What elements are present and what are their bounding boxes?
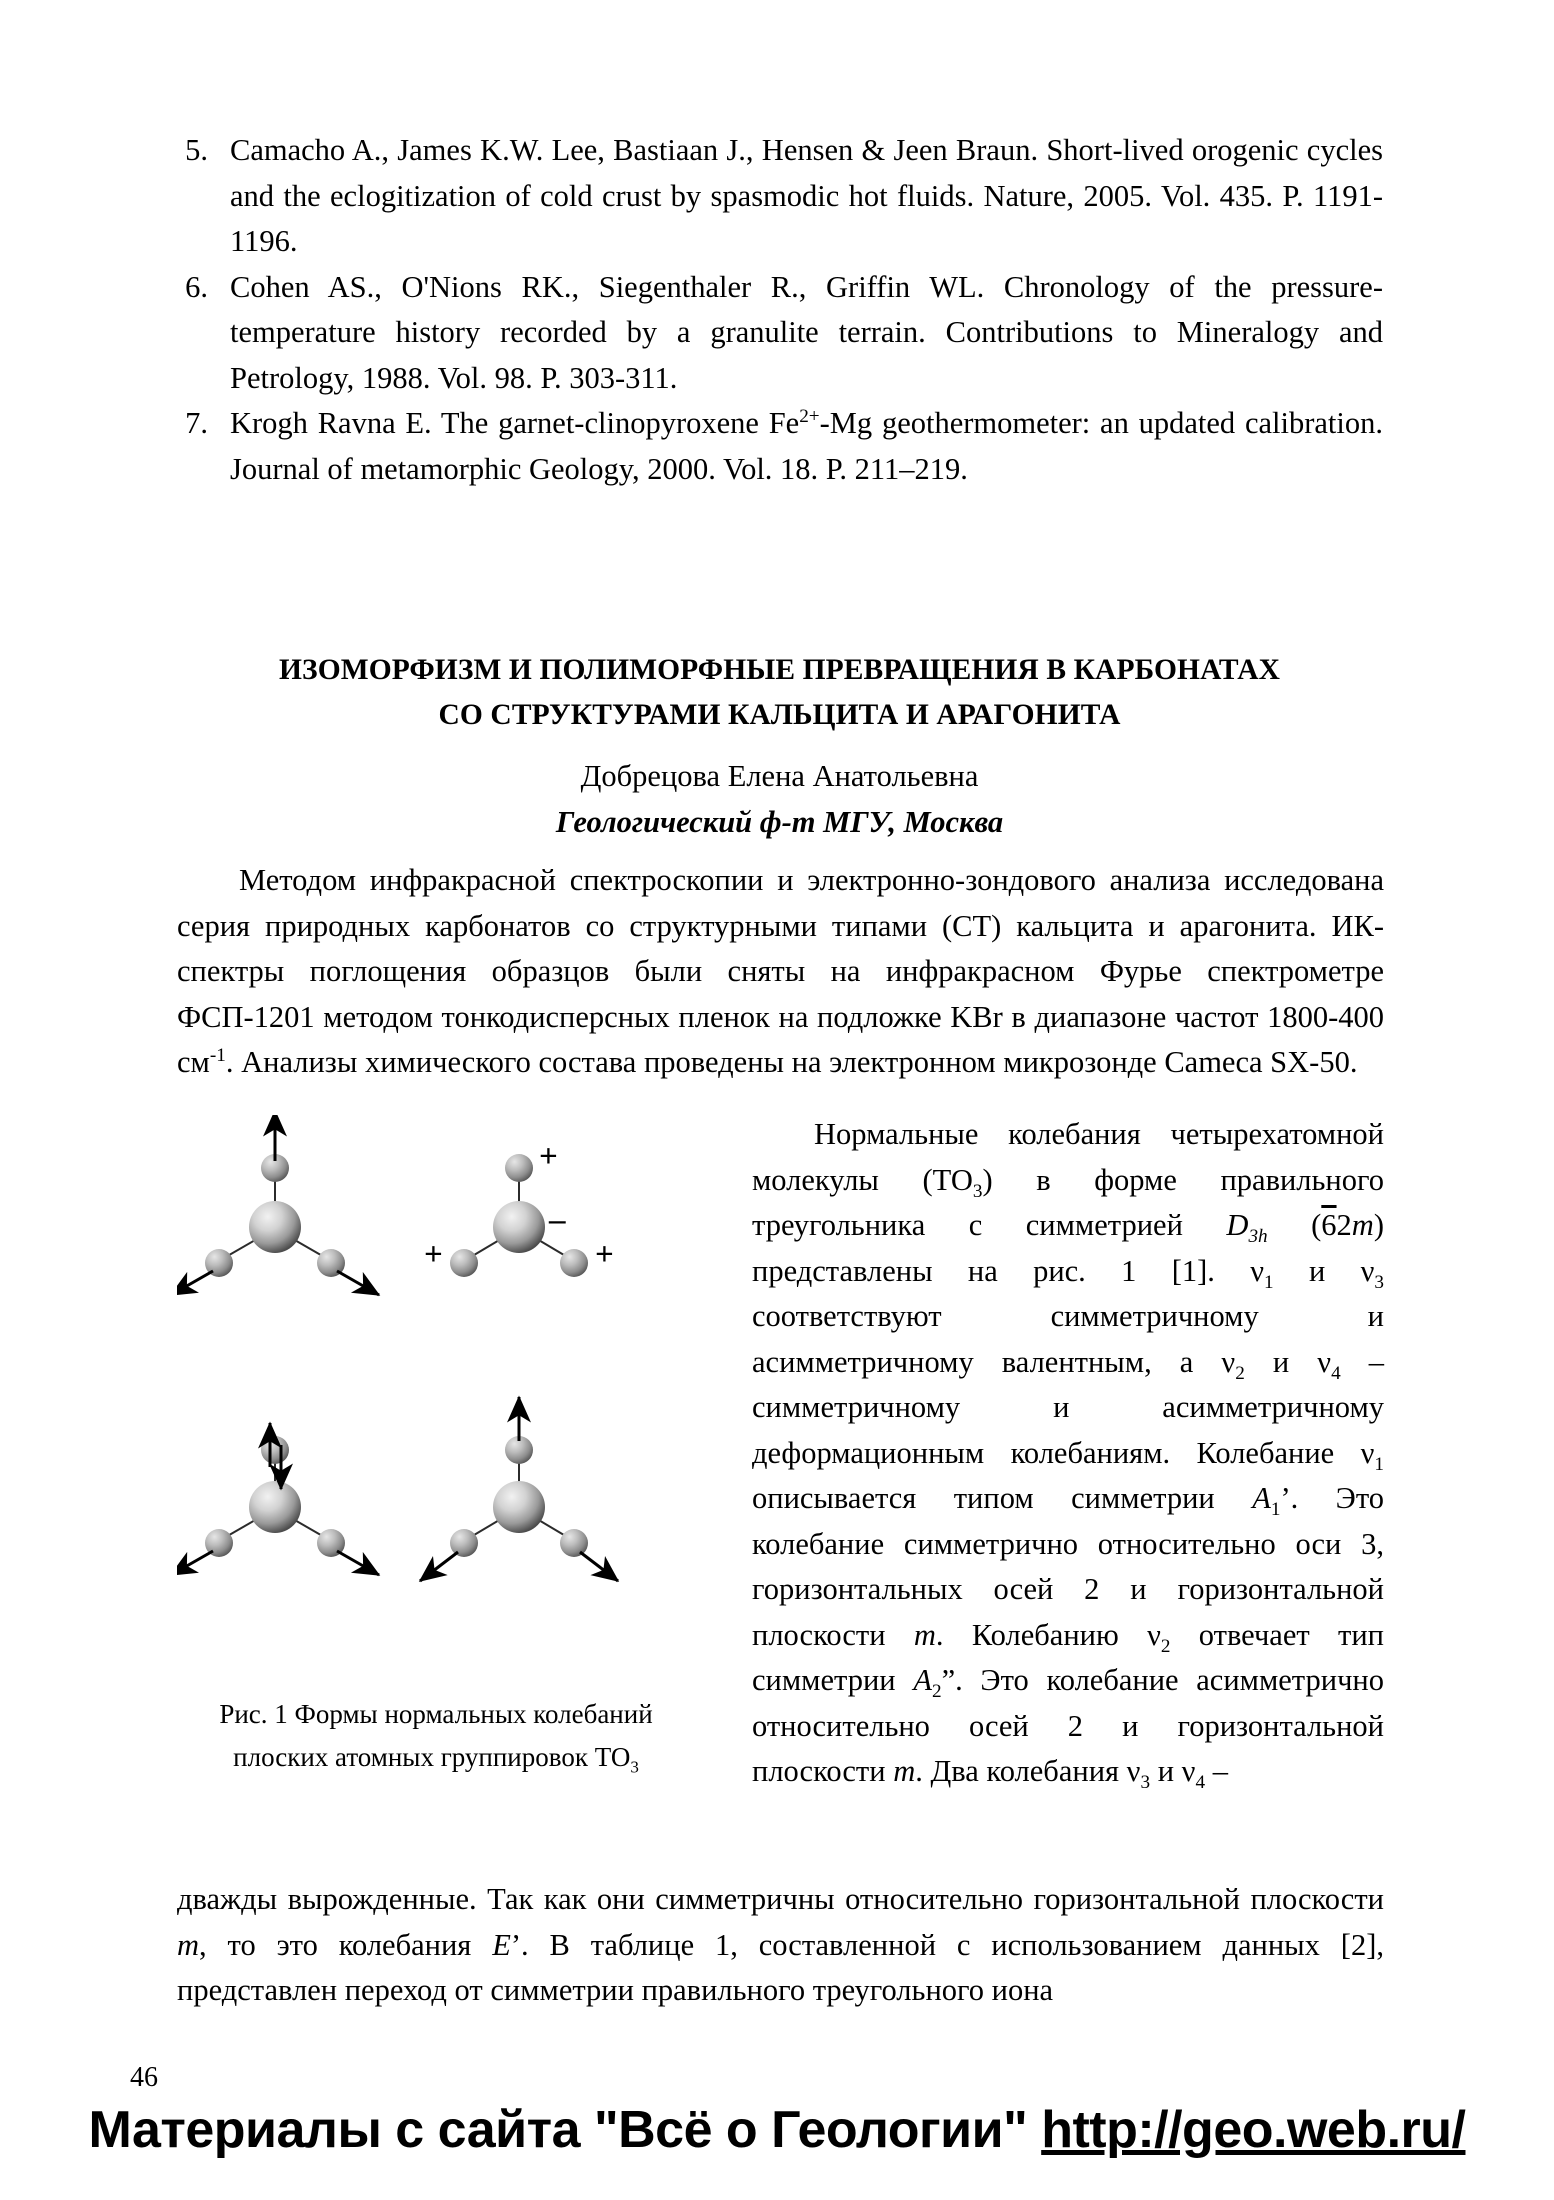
abstract-part-1: Методом инфракрасной спектроскопии и электронно-зондового анализа исследована серия природных карбонатов со структурными типами (СТ) кальцита и арагонита. ИК-спектры поглощения образцов были сняты на инфракрасном Фурье спектрометре ФСП-1201 методом тонкодисперсных пленок на подложке KBr в диапазоне частот 1800-400 см [177,863,1384,1079]
formula-subscript: 3 [972,1180,983,1202]
figure-caption-text: плоских атомных группировок ТО [233,1742,631,1772]
mode-subscript: 1 [1374,1453,1384,1475]
list-item [178,401,1383,492]
body-text-right-column [752,1112,1384,1795]
title-line-2: СО СТРУКТУРАМИ КАЛЬЦИТА И АРАГОНИТА [438,699,1121,731]
reference-number: 5. [185,133,208,167]
figure-1 [177,1115,715,1779]
symmetry-symbol-m: m [913,1617,936,1652]
mode-subscript: 3 [1140,1772,1151,1794]
charge-plus-left: + [424,1237,443,1273]
charge-plus-right: + [595,1237,614,1273]
text-run: ( [1267,1208,1322,1242]
mode-subscript: 4 [1331,1362,1341,1384]
symmetry-symbol-A: A [913,1663,932,1697]
formula-subscript: 3 [630,1757,639,1777]
text-run: ”. Это колебание асимметрично относительно осей 2 и горизонтальной плоскости [752,1663,1384,1788]
text-run: описывается типом симметрии [752,1481,1253,1515]
text-run: ’. В таблице 1, составленной с использованием данных [2], представлен переход от симметрии правильного треугольного иона [177,1927,1384,2007]
symmetry-subscript: 3h [1248,1226,1268,1248]
body-text-bottom [177,1877,1384,2014]
abstract-part-2: . Анализы химического состава проведены на электронном микрозонде Cameca SX-50. [225,1045,1358,1079]
text-run: и ν [1150,1754,1196,1788]
text-run: ’. Это колебание симметрично относительно оси 3, горизонтальных осей 2 и горизонтальной плоскости [752,1481,1384,1652]
mode-subscript: 3 [1374,1271,1384,1293]
text-run: Нормальные колебания четырехатомной молекулы (ТО [752,1117,1384,1197]
text-run: – симметричному и асимметричному деформационным колебаниям. Колебание ν [752,1344,1384,1470]
symmetry-subscript: 2 [931,1681,942,1703]
figure-caption [181,1675,691,1779]
panel-nu4-in-plane-bend [420,1397,618,1581]
list-item [178,128,1383,265]
reference-text: Cohen AS., O'Nions RK., Siegenthaler R., Griffin WL. Chronology of the pressure-temperature history recorded by a granulite terrain. Contributions to Mineralogy and Petrology, 1988. Vol. 98. P. 303-311. [230,269,1383,395]
panel-nu2-out-of-plane-bend [177,1423,379,1575]
text-run: . Колебанию ν [935,1617,1161,1652]
symmetry-symbol-m: m [177,1927,200,1962]
panel-nu1-symmetric-stretch [177,1115,379,1295]
symmetry-symbol-m: m [893,1754,916,1788]
reference-list [178,128,1383,492]
reference-number: 6. [185,269,208,304]
text-run: – [1205,1754,1228,1788]
figure-caption-line-2 [181,1736,691,1779]
symmetry-symbol-E: E [492,1927,511,1962]
site-watermark [0,2100,1554,2160]
text-run: и ν [1273,1253,1375,1288]
text-run: ) в форме правильного треугольника с симметрией [752,1162,1385,1242]
text-run: . Два колебания ν [915,1754,1141,1788]
reference-number: 7. [185,406,208,440]
mode-subscript: 2 [1235,1362,1245,1384]
symmetry-symbol-A: A [1252,1481,1271,1515]
text-run: 2 [1336,1208,1352,1242]
page-title [177,648,1382,738]
figure-canvas [177,1115,715,1675]
text-run: соответствуют симметричному и асимметричному валентным, а ν [752,1299,1384,1379]
reference-text [230,401,1383,492]
figure-caption-line-1: Рис. 1 Формы нормальных колебаний [219,1699,653,1729]
text-run: отвечает тип симметрии [752,1617,1384,1697]
text-run: и ν [1244,1344,1332,1379]
title-line-1: ИЗОМОРФИЗМ И ПОЛИМОРФНЫЕ ПРЕВРАЩЕНИЯ В КАРБОНАТАХ [278,654,1280,686]
abstract-paragraph [177,858,1384,1086]
symmetry-symbol-D: D [1226,1208,1249,1242]
author-affiliation: Геологический ф-т МГУ, Москва [555,805,1004,839]
watermark-url[interactable]: http://geo.web.ru/ [1041,2101,1466,2159]
charge-superscript: 2+ [799,405,820,427]
panel-nu3-asymmetric-stretch [424,1139,614,1277]
page-number: 46 [130,2062,158,2093]
inverse-cm-superscript: -1 [209,1044,226,1066]
symmetry-symbol-m: m [1351,1208,1374,1242]
text-run: ) представлены на рис. 1 [1]. ν [752,1208,1384,1288]
author-name: Добрецова Елена Анатольевна [580,759,979,793]
list-item [178,265,1383,402]
mode-subscript: 1 [1264,1271,1274,1293]
overbar-six: 6 [1321,1208,1337,1242]
text-run: дважды вырожденные. Так как они симметричны относительно горизонтальной плоскости [177,1882,1384,1916]
watermark-text: Материалы с сайта "Всё о Геологии" [88,2101,1042,2159]
charge-plus-top: + [539,1139,558,1175]
reference-text: Camacho A., James K.W. Lee, Bastiaan J., Hensen & Jeen Braun. Short-lived orogenic cycles and the eclogitization of cold crust by spasmodic hot fluids. Nature, 2005. Vol. 435. P. 1191-1196. [230,133,1383,258]
mode-subscript: 4 [1195,1772,1206,1794]
mode-subscript: 2 [1160,1635,1171,1657]
reference-text-before-superscript: Krogh Ravna E. The garnet-clinopyroxene Fe [230,406,800,440]
molecular-vibration-diagram [177,1115,715,1675]
text-run: , то это колебания [199,1927,493,1962]
reference-text-after-superscript: -Mg geothermometer: an updated calibration. Journal of metamorphic Geology, 2000. Vol. 18. P. 211–219. [230,406,1383,486]
symmetry-subscript: 1 [1270,1499,1281,1521]
charge-minus-center: – [549,1202,566,1238]
